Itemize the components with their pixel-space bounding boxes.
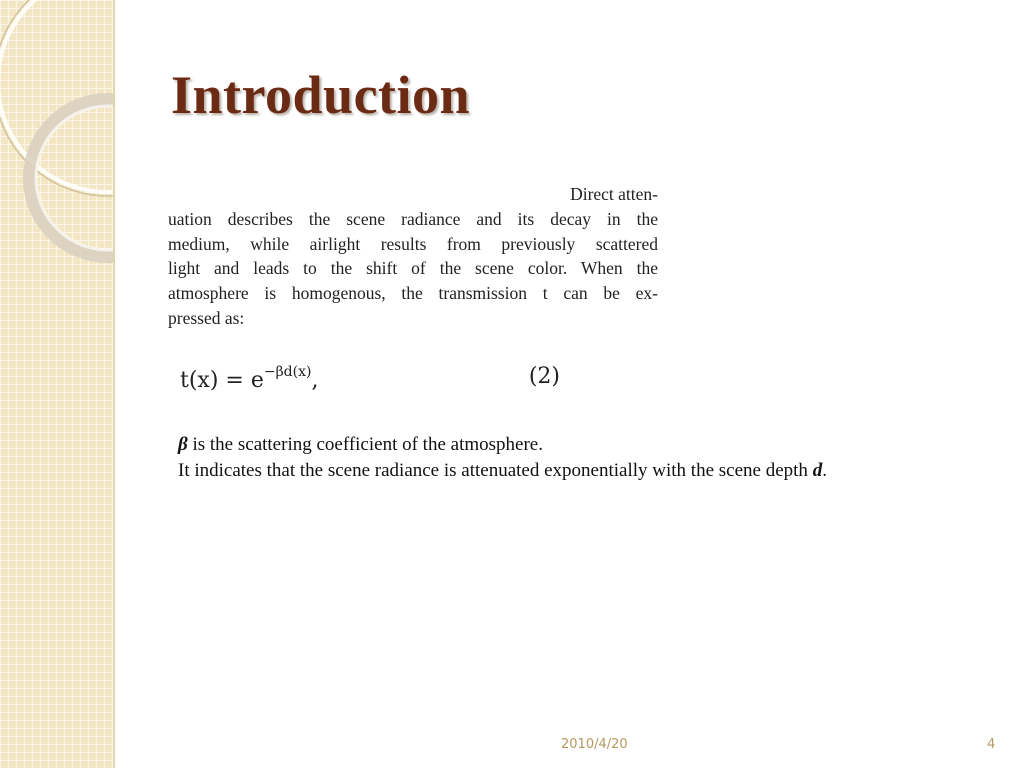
slide-title: Introduction — [171, 65, 471, 125]
excerpt-line: pressed as: — [168, 307, 245, 328]
equation-lhs: t(x) = e — [180, 368, 264, 393]
page-number: 4 — [987, 737, 996, 752]
beta-symbol: β — [178, 434, 188, 455]
excerpt-line: Direct atten- — [570, 184, 658, 204]
equation-number: (2) — [528, 364, 560, 389]
paper-excerpt — [168, 182, 658, 331]
explanation-line-2-text: It indicates that the scene radiance is attenuated exponentially with the scene depth — [178, 460, 813, 481]
excerpt-line: medium, while airlight results from previously scattered — [168, 233, 658, 254]
footer-date: 2010/4/20 — [561, 737, 628, 752]
equation-formula — [180, 364, 318, 393]
explanation-line-2-end: . — [822, 460, 827, 481]
sidebar-divider — [113, 0, 115, 768]
excerpt-line: atmosphere is homogenous, the transmission t can be ex- — [168, 283, 658, 304]
explanation-line-1-text: is the scattering coefficient of the atmosphere. — [187, 434, 543, 455]
excerpt-line: uation describes the scene radiance and its decay in the — [168, 208, 658, 229]
decorative-circles — [0, 0, 113, 768]
explanation-line-2 — [178, 458, 998, 484]
explanation-line-1 — [178, 432, 998, 458]
decorative-sidebar — [0, 0, 113, 768]
transmission-equation — [180, 362, 560, 402]
depth-symbol: d — [812, 460, 823, 481]
explanation-text — [178, 432, 998, 484]
equation-exponent: −βd(x) — [263, 364, 312, 380]
equation-tail: , — [311, 368, 319, 393]
excerpt-line: light and leads to the shift of the scene color. When the — [168, 258, 658, 279]
